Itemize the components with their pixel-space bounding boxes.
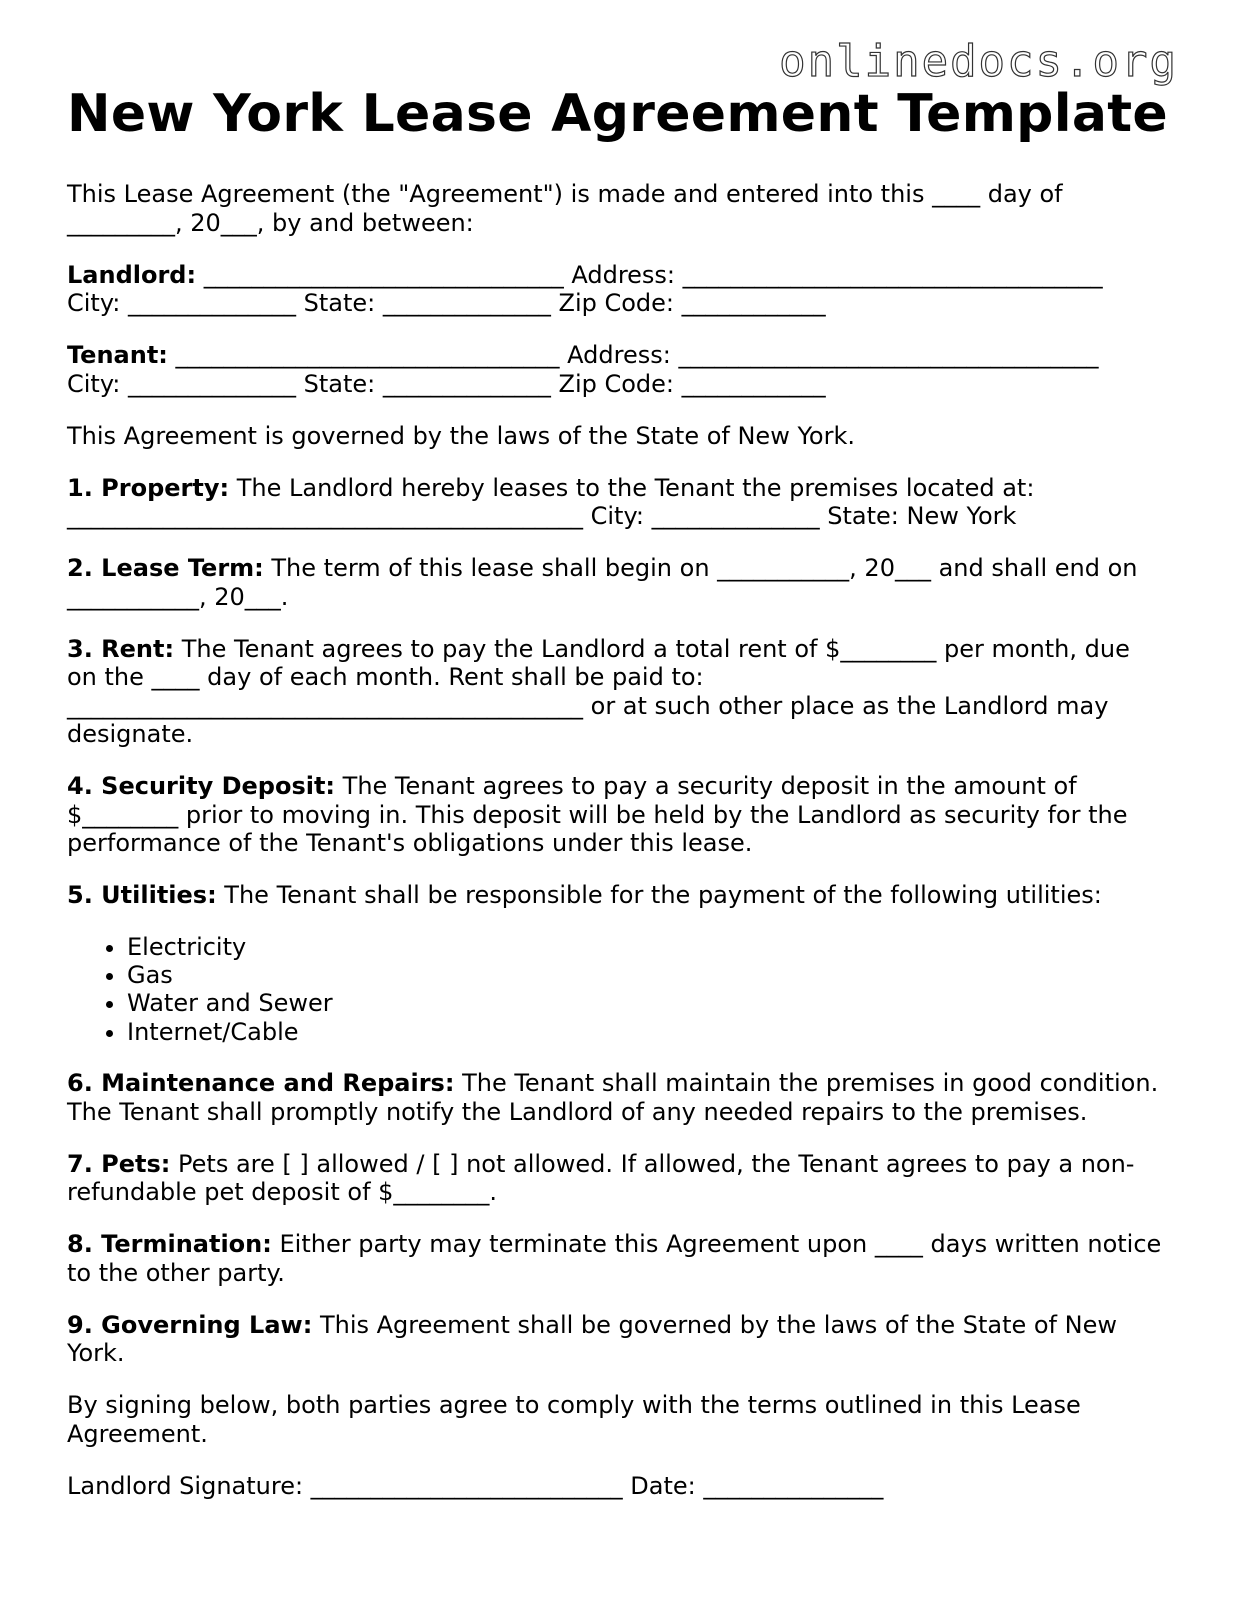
list-item: • Gas — [127, 961, 1177, 989]
deposit-label: 4. Security Deposit: — [67, 772, 336, 800]
section-security-deposit — [67, 772, 1177, 858]
lease-term-label: 2. Lease Term: — [67, 554, 264, 582]
section-pets — [67, 1150, 1177, 1207]
intro-line-1: This Lease Agreement (the "Agreement") is made and entered into this ____ day of — [67, 180, 1063, 208]
termination-text: Either party may terminate this Agreement upon ____ days written notice — [271, 1230, 1162, 1259]
rent-text: The Tenant agrees to pay the Landlord a total rent of $________ per month, due — [174, 634, 1130, 663]
section-termination — [67, 1230, 1177, 1287]
rent-line-2: on the ____ day of each month. Rent shall be paid to: — [67, 663, 704, 691]
closing-paragraph — [67, 1391, 1177, 1448]
maintenance-text: The Tenant shall maintain the premises in good condition. — [454, 1069, 1159, 1098]
utilities-text: The Tenant shall be responsible for the payment of the following utilities: — [216, 881, 1102, 909]
governing-law-label: 9. Governing Law: — [67, 1310, 313, 1339]
pets-label: 7. Pets: — [67, 1149, 171, 1178]
property-line-2: ___________________________________________ City: ______________ State: New York — [67, 502, 1017, 530]
termination-line-1 — [67, 1230, 1177, 1259]
property-text: The Landlord hereby leases to the Tenant the premises located at: — [229, 473, 1035, 502]
watermark-logo: onlinedocs.org — [779, 36, 1178, 87]
section-utilities — [67, 881, 1177, 910]
section-governing-law — [67, 1311, 1177, 1368]
lease-term-line-2: ___________, 20___. — [67, 582, 289, 611]
closing-line-1: By signing below, both parties agree to comply with the terms outlined in this Lease — [67, 1391, 1081, 1420]
governing-law-line-1 — [67, 1311, 1177, 1340]
tenant-label: Tenant: — [67, 341, 168, 369]
signature-block — [67, 1472, 1177, 1501]
deposit-text: The Tenant agrees to pay a security deposit in the amount of — [335, 772, 1077, 800]
pets-line-1 — [67, 1150, 1177, 1179]
tenant-line-1 — [67, 341, 1177, 370]
section-lease-term — [67, 554, 1177, 611]
governed-statement — [67, 422, 1177, 451]
governing-law-text: This Agreement shall be governed by the laws of the State of New — [312, 1310, 1117, 1339]
rent-label: 3. Rent: — [67, 634, 175, 663]
intro-line-2: _________, 20___, by and between: — [67, 208, 474, 237]
tenant-block — [67, 341, 1177, 398]
lease-term-text: The term of this lease shall begin on ___________, 20___ and shall end on — [263, 554, 1138, 582]
maintenance-line-2: The Tenant shall promptly notify the Landlord of any needed repairs to the premises. — [67, 1097, 1088, 1126]
landlord-label: Landlord: — [67, 260, 197, 289]
landlord-line-1 — [67, 261, 1177, 290]
utilities-label: 5. Utilities: — [67, 881, 217, 909]
property-line-1 — [67, 474, 1177, 503]
pets-text: Pets are [ ] allowed / [ ] not allowed. If allowed, the Tenant agrees to pay a non- — [170, 1149, 1135, 1178]
list-item: • Water and Sewer — [127, 989, 1177, 1017]
list-item: • Internet/Cable — [127, 1018, 1177, 1046]
section-maintenance — [67, 1069, 1177, 1126]
deposit-line-2: $________ prior to moving in. This deposit will be held by the Landlord as security for the — [67, 800, 1128, 829]
intro-paragraph — [67, 180, 1177, 237]
utilities-line-1 — [67, 881, 1177, 910]
maintenance-line-1 — [67, 1069, 1177, 1098]
list-item: • Electricity — [127, 933, 1177, 961]
utilities-list — [67, 933, 1177, 1046]
termination-line-2: to the other party. — [67, 1258, 285, 1287]
tenant-fields: ________________________________ Address: ___________________________________ — [167, 341, 1099, 369]
landlord-block — [67, 261, 1177, 318]
tenant-line-2: City: ______________ State: ______________ Zip Code: ____________ — [67, 369, 826, 398]
section-property — [67, 474, 1177, 531]
rent-line-3: ___________________________________________ or at such other place as the Landlord may — [67, 691, 1109, 720]
section-rent — [67, 635, 1177, 749]
closing-line-2: Agreement. — [67, 1419, 208, 1448]
landlord-signature-line: Landlord Signature: __________________________ Date: _______________ — [67, 1471, 884, 1500]
lease-term-line-1 — [67, 554, 1177, 583]
page-title: New York Lease Agreement Template — [67, 84, 1168, 144]
pets-line-2: refundable pet deposit of $________. — [67, 1178, 498, 1207]
document-page — [67, 84, 1177, 1524]
landlord-fields: ______________________________ Address: ___________________________________ — [196, 260, 1103, 289]
property-label: 1. Property: — [67, 473, 230, 502]
deposit-line-3: performance of the Tenant's obligations under this lease. — [67, 829, 753, 857]
rent-line-4: designate. — [67, 720, 194, 748]
governed-line: This Agreement is governed by the laws of the State of New York. — [67, 421, 856, 450]
maintenance-label: 6. Maintenance and Repairs: — [67, 1069, 455, 1098]
termination-label: 8. Termination: — [67, 1230, 272, 1259]
rent-line-1 — [67, 635, 1177, 664]
deposit-line-1 — [67, 772, 1177, 801]
landlord-line-2: City: ______________ State: ______________ Zip Code: ____________ — [67, 289, 826, 317]
governing-law-line-2: York. — [67, 1339, 125, 1368]
